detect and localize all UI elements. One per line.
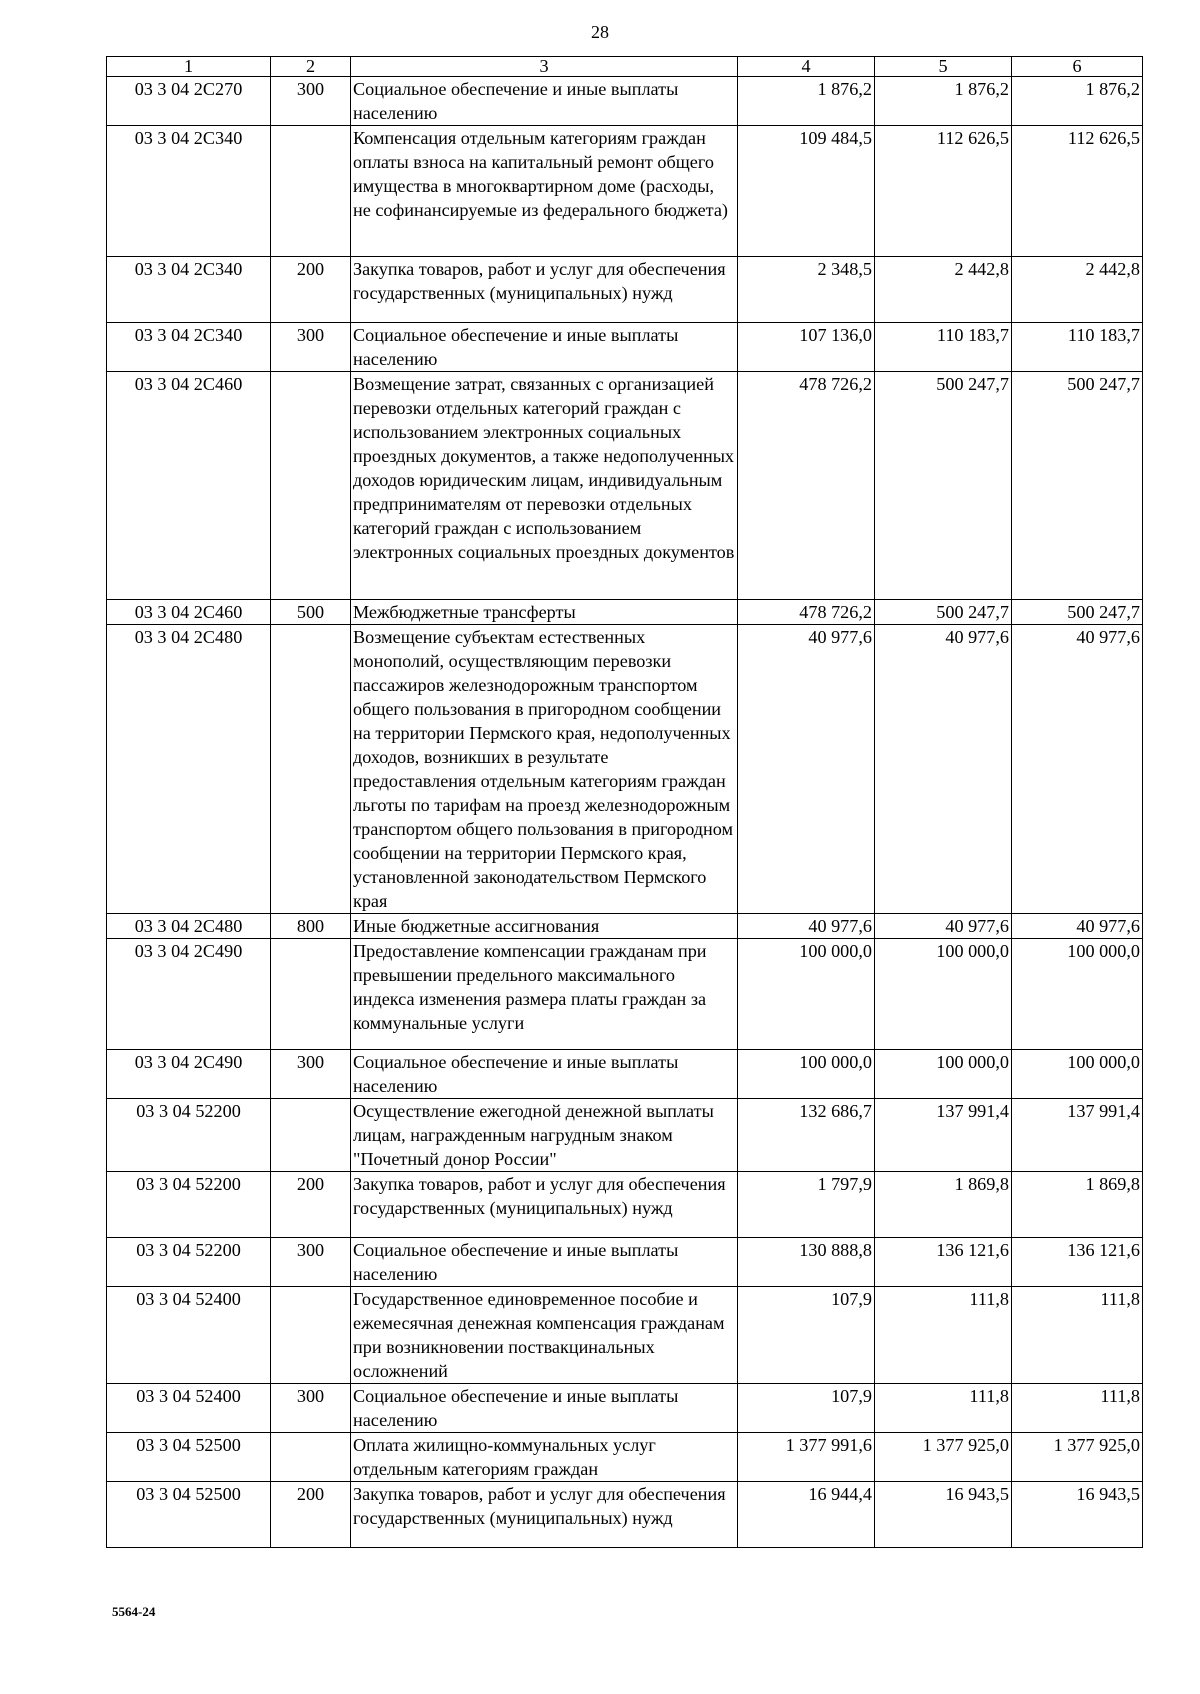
amount-col6-cell: 500 247,7 bbox=[1012, 600, 1143, 625]
item-name-cell: Закупка товаров, работ и услуг для обеспечения государственных (муниципальных) нужд bbox=[351, 1482, 738, 1548]
target-code-cell: 03 3 04 2C490 bbox=[107, 939, 271, 1050]
expense-type-cell: 800 bbox=[271, 914, 351, 939]
target-code-cell: 03 3 04 2C340 bbox=[107, 323, 271, 372]
expense-type-cell: 300 bbox=[271, 1050, 351, 1099]
item-name-cell: Компенсация отдельным категориям граждан оплаты взноса на капитальный ремонт общего имущества в многоквартирном доме (расходы, не софинансируемые из федерального бюджета) bbox=[351, 126, 738, 257]
target-code-cell: 03 3 04 2C460 bbox=[107, 600, 271, 625]
target-code-cell: 03 3 04 52200 bbox=[107, 1099, 271, 1172]
amount-col6-cell: 100 000,0 bbox=[1012, 939, 1143, 1050]
amount-col6-cell: 500 247,7 bbox=[1012, 372, 1143, 600]
amount-col6-cell: 1 876,2 bbox=[1012, 77, 1143, 126]
expense-type-cell bbox=[271, 1433, 351, 1482]
expense-type-cell bbox=[271, 625, 351, 914]
expense-type-cell bbox=[271, 939, 351, 1050]
amount-col5-cell: 112 626,5 bbox=[875, 126, 1012, 257]
amount-col5-cell: 500 247,7 bbox=[875, 372, 1012, 600]
amount-col6-cell: 111,8 bbox=[1012, 1287, 1143, 1384]
amount-col4-cell: 100 000,0 bbox=[738, 939, 875, 1050]
amount-col4-cell: 40 977,6 bbox=[738, 914, 875, 939]
column-header-1: 1 bbox=[107, 57, 271, 77]
budget-table bbox=[106, 56, 1143, 1548]
amount-col4-cell: 478 726,2 bbox=[738, 600, 875, 625]
target-code-cell: 03 3 04 2C480 bbox=[107, 625, 271, 914]
target-code-cell: 03 3 04 2C340 bbox=[107, 126, 271, 257]
expense-type-cell bbox=[271, 1099, 351, 1172]
expense-type-cell: 200 bbox=[271, 1482, 351, 1548]
amount-col6-cell: 100 000,0 bbox=[1012, 1050, 1143, 1099]
amount-col4-cell: 132 686,7 bbox=[738, 1099, 875, 1172]
item-name-cell: Закупка товаров, работ и услуг для обеспечения государственных (муниципальных) нужд bbox=[351, 1172, 738, 1238]
table-row bbox=[107, 1050, 1143, 1099]
amount-col5-cell: 40 977,6 bbox=[875, 625, 1012, 914]
amount-col6-cell: 1 377 925,0 bbox=[1012, 1433, 1143, 1482]
amount-col5-cell: 137 991,4 bbox=[875, 1099, 1012, 1172]
item-name-cell: Социальное обеспечение и иные выплаты населению bbox=[351, 323, 738, 372]
table-row bbox=[107, 257, 1143, 323]
amount-col6-cell: 136 121,6 bbox=[1012, 1238, 1143, 1287]
amount-col4-cell: 100 000,0 bbox=[738, 1050, 875, 1099]
amount-col5-cell: 1 869,8 bbox=[875, 1172, 1012, 1238]
table-row bbox=[107, 1238, 1143, 1287]
amount-col5-cell: 16 943,5 bbox=[875, 1482, 1012, 1548]
expense-type-cell: 300 bbox=[271, 77, 351, 126]
amount-col6-cell: 16 943,5 bbox=[1012, 1482, 1143, 1548]
column-header-4: 4 bbox=[738, 57, 875, 77]
table-row bbox=[107, 939, 1143, 1050]
amount-col5-cell: 1 876,2 bbox=[875, 77, 1012, 126]
amount-col5-cell: 111,8 bbox=[875, 1287, 1012, 1384]
column-header-3: 3 bbox=[351, 57, 738, 77]
table-row bbox=[107, 1172, 1143, 1238]
amount-col4-cell: 16 944,4 bbox=[738, 1482, 875, 1548]
amount-col6-cell: 40 977,6 bbox=[1012, 625, 1143, 914]
expense-type-cell bbox=[271, 372, 351, 600]
table-row bbox=[107, 77, 1143, 126]
item-name-cell: Социальное обеспечение и иные выплаты населению bbox=[351, 1238, 738, 1287]
item-name-cell: Межбюджетные трансферты bbox=[351, 600, 738, 625]
item-name-cell: Возмещение субъектам естественных монополий, осуществляющим перевозки пассажиров железнодорожным транспортом общего пользования в пригородном сообщении на территории Пермского края, недополученных доходов, возникших в результате предоставления отдельным категориям граждан льготы по тарифам на проезд железнодорожным транспортом общего пользования в пригородном сообщении на территории Пермского края, установленной законодательством Пермского края bbox=[351, 625, 738, 914]
amount-col5-cell: 100 000,0 bbox=[875, 1050, 1012, 1099]
header-row bbox=[107, 57, 1143, 77]
expense-type-cell bbox=[271, 1287, 351, 1384]
expense-type-cell: 300 bbox=[271, 1238, 351, 1287]
column-header-6: 6 bbox=[1012, 57, 1143, 77]
expense-type-cell: 300 bbox=[271, 323, 351, 372]
amount-col5-cell: 40 977,6 bbox=[875, 914, 1012, 939]
amount-col5-cell: 1 377 925,0 bbox=[875, 1433, 1012, 1482]
item-name-cell: Государственное единовременное пособие и ежемесячная денежная компенсация гражданам при возникновении поствакцинальных осложнений bbox=[351, 1287, 738, 1384]
table-row bbox=[107, 323, 1143, 372]
amount-col6-cell: 111,8 bbox=[1012, 1384, 1143, 1433]
table-row bbox=[107, 914, 1143, 939]
table-row bbox=[107, 126, 1143, 257]
item-name-cell: Социальное обеспечение и иные выплаты населению bbox=[351, 1384, 738, 1433]
amount-col4-cell: 107,9 bbox=[738, 1384, 875, 1433]
column-header-5: 5 bbox=[875, 57, 1012, 77]
amount-col5-cell: 136 121,6 bbox=[875, 1238, 1012, 1287]
document-code: 5564-24 bbox=[112, 1604, 156, 1619]
item-name-cell: Возмещение затрат, связанных с организацией перевозки отдельных категорий граждан с использованием электронных социальных проездных документов, а также недополученных доходов юридическим лицам, индивидуальным предпринимателям от перевозки отдельных категорий граждан с использованием электронных социальных проездных документов bbox=[351, 372, 738, 600]
target-code-cell: 03 3 04 2C340 bbox=[107, 257, 271, 323]
target-code-cell: 03 3 04 52400 bbox=[107, 1384, 271, 1433]
amount-col6-cell: 110 183,7 bbox=[1012, 323, 1143, 372]
amount-col4-cell: 1 797,9 bbox=[738, 1172, 875, 1238]
table-row bbox=[107, 625, 1143, 914]
expense-type-cell: 300 bbox=[271, 1384, 351, 1433]
item-name-cell: Иные бюджетные ассигнования bbox=[351, 914, 738, 939]
amount-col4-cell: 107 136,0 bbox=[738, 323, 875, 372]
target-code-cell: 03 3 04 2C270 bbox=[107, 77, 271, 126]
item-name-cell: Осуществление ежегодной денежной выплаты лицам, награжденным нагрудным знаком "Почетный донор России" bbox=[351, 1099, 738, 1172]
table-row bbox=[107, 1287, 1143, 1384]
target-code-cell: 03 3 04 52500 bbox=[107, 1433, 271, 1482]
table-row bbox=[107, 1099, 1143, 1172]
target-code-cell: 03 3 04 52400 bbox=[107, 1287, 271, 1384]
amount-col6-cell: 1 869,8 bbox=[1012, 1172, 1143, 1238]
expense-type-cell: 500 bbox=[271, 600, 351, 625]
item-name-cell: Социальное обеспечение и иные выплаты населению bbox=[351, 1050, 738, 1099]
amount-col5-cell: 100 000,0 bbox=[875, 939, 1012, 1050]
item-name-cell: Предоставление компенсации гражданам при превышении предельного максимального индекса изменения размера платы граждан за коммунальные услуги bbox=[351, 939, 738, 1050]
amount-col5-cell: 2 442,8 bbox=[875, 257, 1012, 323]
amount-col4-cell: 107,9 bbox=[738, 1287, 875, 1384]
page-number: 28 bbox=[591, 22, 609, 42]
amount-col5-cell: 110 183,7 bbox=[875, 323, 1012, 372]
amount-col4-cell: 109 484,5 bbox=[738, 126, 875, 257]
amount-col4-cell: 1 377 991,6 bbox=[738, 1433, 875, 1482]
table-row bbox=[107, 1384, 1143, 1433]
amount-col4-cell: 2 348,5 bbox=[738, 257, 875, 323]
target-code-cell: 03 3 04 2C480 bbox=[107, 914, 271, 939]
amount-col4-cell: 1 876,2 bbox=[738, 77, 875, 126]
amount-col6-cell: 137 991,4 bbox=[1012, 1099, 1143, 1172]
item-name-cell: Закупка товаров, работ и услуг для обеспечения государственных (муниципальных) нужд bbox=[351, 257, 738, 323]
expense-type-cell: 200 bbox=[271, 1172, 351, 1238]
target-code-cell: 03 3 04 2C460 bbox=[107, 372, 271, 600]
amount-col6-cell: 2 442,8 bbox=[1012, 257, 1143, 323]
amount-col5-cell: 111,8 bbox=[875, 1384, 1012, 1433]
expense-type-cell: 200 bbox=[271, 257, 351, 323]
table-row bbox=[107, 600, 1143, 625]
target-code-cell: 03 3 04 52200 bbox=[107, 1172, 271, 1238]
amount-col5-cell: 500 247,7 bbox=[875, 600, 1012, 625]
item-name-cell: Социальное обеспечение и иные выплаты населению bbox=[351, 77, 738, 126]
amount-col6-cell: 112 626,5 bbox=[1012, 126, 1143, 257]
amount-col4-cell: 40 977,6 bbox=[738, 625, 875, 914]
amount-col6-cell: 40 977,6 bbox=[1012, 914, 1143, 939]
item-name-cell: Оплата жилищно-коммунальных услуг отдельным категориям граждан bbox=[351, 1433, 738, 1482]
table-row bbox=[107, 372, 1143, 600]
amount-col4-cell: 478 726,2 bbox=[738, 372, 875, 600]
target-code-cell: 03 3 04 2C490 bbox=[107, 1050, 271, 1099]
column-header-2: 2 bbox=[271, 57, 351, 77]
table-row bbox=[107, 1433, 1143, 1482]
table-row bbox=[107, 1482, 1143, 1548]
target-code-cell: 03 3 04 52500 bbox=[107, 1482, 271, 1548]
amount-col4-cell: 130 888,8 bbox=[738, 1238, 875, 1287]
expense-type-cell bbox=[271, 126, 351, 257]
target-code-cell: 03 3 04 52200 bbox=[107, 1238, 271, 1287]
